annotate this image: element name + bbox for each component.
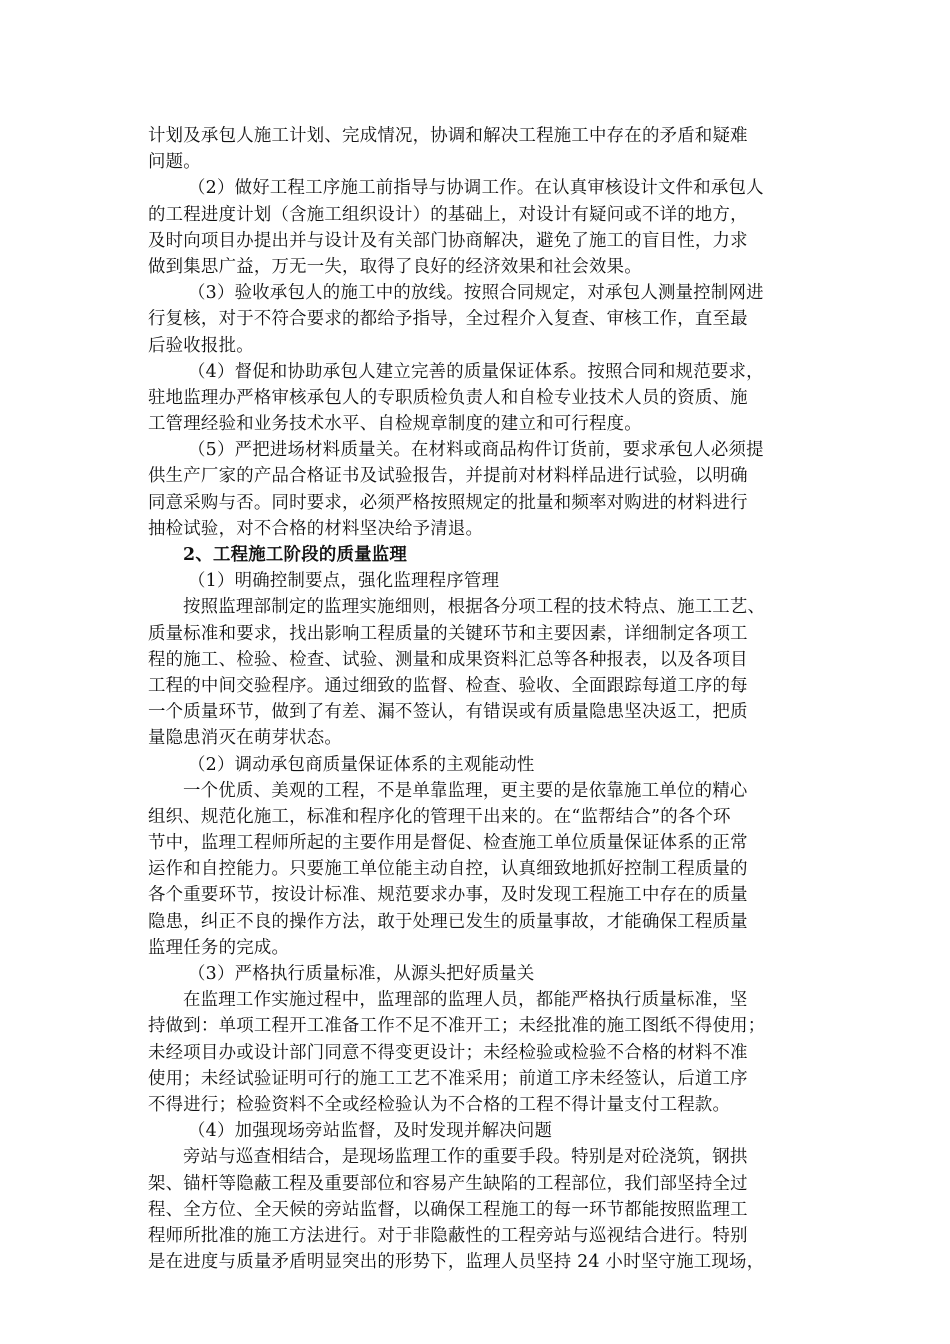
text-line: （4）督促和协助承包人建立完善的质量保证体系。按照合同和规范要求， — [188, 361, 764, 382]
text-line: 监理任务的完成。 — [148, 937, 290, 958]
text-line: 工管理经验和业务技术水平、自检规章制度的建立和可行程度。 — [148, 414, 642, 435]
text-line: 未经项目办或设计部门同意不得变更设计；未经检验或检验不合格的材料不准 — [148, 1042, 748, 1063]
text-line: 行复核，对于不符合要求的都给予指导，全过程介入复查、审核工作，直至最 — [148, 309, 748, 330]
text-line: 及时向项目办提出并与设计及有关部门协商解决，避免了施工的盲目性，力求 — [148, 230, 748, 251]
text-line: 节中，监理工程师所起的主要作用是督促、检查施工单位质量保证体系的正常 — [148, 833, 748, 854]
text-line: 后验收报批。 — [148, 335, 254, 356]
text-line: 不得进行；检验资料不全或经检验认为不合格的工程不得计量支付工程款。 — [148, 1094, 731, 1115]
text-line: 程、全方位、全天候的旁站监督，以确保工程施工的每一环节都能按照监理工 — [148, 1199, 748, 1220]
text-line: （1）明确控制要点，强化监理程序管理 — [188, 571, 500, 592]
text-line: （2）调动承包商质量保证体系的主观能动性 — [188, 754, 535, 775]
text-line: 供生产厂家的产品合格证书及试验报告，并提前对材料样品进行试验，以明确 — [148, 466, 748, 487]
text-line: 计划及承包人施工计划、完成情况，协调和解决工程施工中存在的矛盾和疑难 — [148, 126, 748, 146]
text-line: 做到集思广益，万无一失，取得了良好的经济效果和社会效果。 — [148, 256, 642, 277]
text-line: 同意采购与否。同时要求，必须严格按照规定的批量和频率对购进的材料进行 — [148, 492, 748, 513]
text-line: （5）严把进场材料质量关。在材料或商品构件订货前，要求承包人必须提 — [188, 440, 764, 461]
text-line: 程的施工、检验、检查、试验、测量和成果资料汇总等各种报表，以及各项目 — [148, 649, 748, 670]
section-heading: 2、工程施工阶段的质量监理 — [183, 545, 408, 565]
text-line: 持做到：单项工程开工准备工作不足不准开工；未经批准的施工图纸不得使用； — [148, 1016, 766, 1037]
document-body — [148, 123, 806, 1275]
text-line: （2）做好工程工序施工前指导与协调工作。在认真审核设计文件和承包人 — [188, 178, 764, 199]
text-line: 运作和自控能力。只要施工单位能主动自控，认真细致地抓好控制工程质量的 — [148, 859, 748, 880]
text-line: 问题。 — [148, 152, 201, 173]
text-line: 一个质量环节，做到了有差、漏不签认，有错误或有质量隐患坚决返工，把质 — [148, 702, 748, 723]
text-line: 驻地监理办严格审核承包人的专职质检负责人和自检专业技术人员的资质、施 — [148, 387, 748, 408]
text-line: （3）严格执行质量标准，从源头把好质量关 — [188, 964, 535, 984]
text-line: 使用；未经试验证明可行的施工工艺不准采用；前道工序未经签认，后道工序 — [148, 1068, 748, 1089]
text-line: 的工程进度计划（含施工组织设计）的基础上，对设计有疑问或不详的地方， — [148, 204, 748, 225]
text-line: 组织、规范化施工，标准和程序化的管理干出来的。在“监帮结合”的各个环 — [148, 806, 731, 827]
text-line: 是在进度与质量矛盾明显突出的形势下，监理人员坚持 24 小时坚守施工现场， — [148, 1252, 765, 1273]
text-line: 程师所批准的施工方法进行。对于非隐蔽性的工程旁站与巡视结合进行。特别 — [148, 1225, 748, 1246]
text-line: 隐患，纠正不良的操作方法，敢于处理已发生的质量事故，才能确保工程质量 — [148, 911, 748, 932]
text-line: 旁站与巡查相结合，是现场监理工作的重要手段。特别是对砼浇筑，钢拱 — [183, 1147, 748, 1168]
text-line: 按照监理部制定的监理实施细则，根据各分项工程的技术特点、施工工艺、 — [183, 597, 766, 618]
text-line: 一个优质、美观的工程，不是单靠监理，更主要的是依靠施工单位的精心 — [183, 780, 748, 801]
text-line: 量隐患消灭在萌芽状态。 — [148, 728, 343, 749]
text-line: 在监理工作实施过程中，监理部的监理人员，都能严格执行质量标准，坚 — [183, 990, 748, 1011]
text-line: （3）验收承包人的施工中的放线。按照合同规定，对承包人测量控制网进 — [188, 283, 764, 304]
text-line: 各个重要环节，按设计标准、规范要求办事，及时发现工程施工中存在的质量 — [148, 885, 748, 906]
text-line: 架、锚杆等隐蔽工程及重要部位和容易产生缺陷的工程部位，我们部坚持全过 — [148, 1173, 748, 1194]
text-line: 质量标准和要求，找出影响工程质量的关键环节和主要因素，详细制定各项工 — [148, 623, 748, 644]
text-line: （4）加强现场旁站监督，及时发现并解决问题 — [188, 1121, 553, 1142]
text-line: 工程的中间交验程序。通过细致的监督、检查、验收、全面跟踪每道工序的每 — [148, 675, 748, 696]
text-line: 抽检试验，对不合格的材料坚决给予清退。 — [148, 518, 484, 539]
